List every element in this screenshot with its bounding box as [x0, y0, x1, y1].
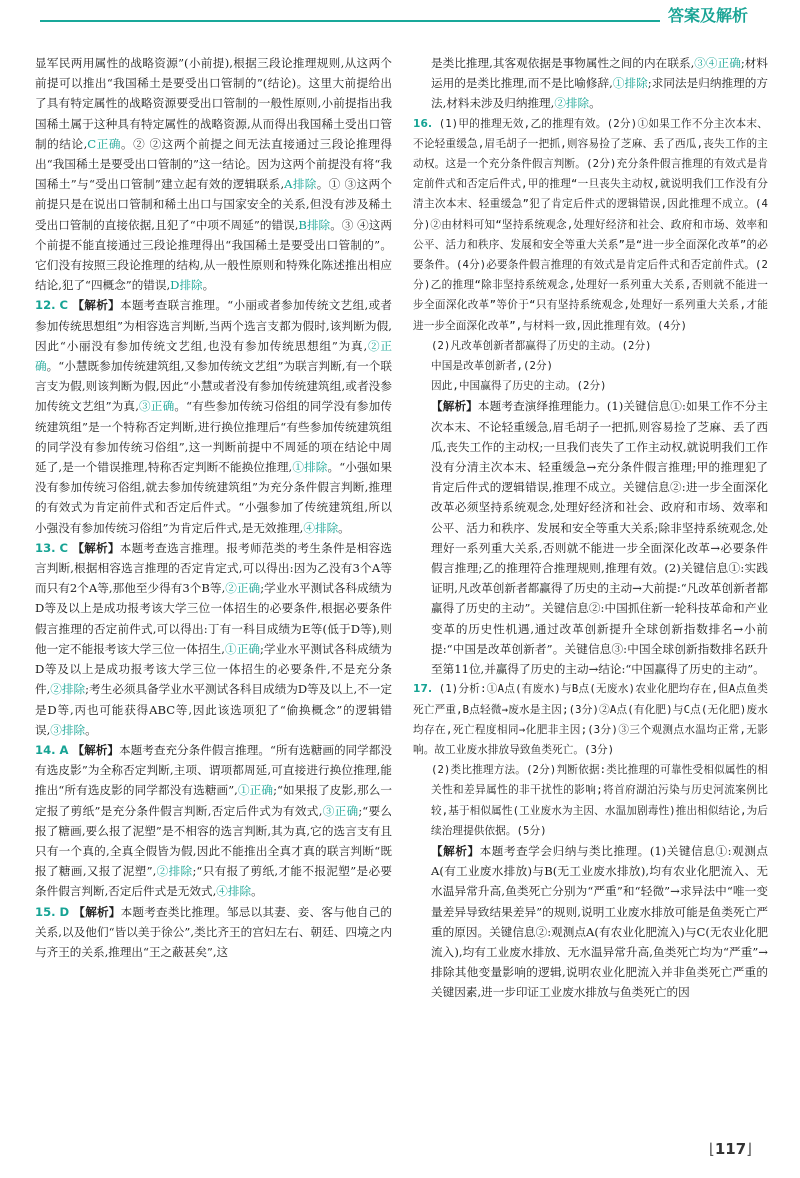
header-rule	[40, 20, 748, 22]
page-number: ⌊ 117 ⌋	[709, 1140, 752, 1158]
right-column	[413, 53, 768, 1003]
answer-letter: D	[59, 904, 70, 919]
question-12: 12. C 【解析】本题考查联言推理。“小丽或者参加传统文艺组,或者参加传统思想组”为相容选言判断,当两个选言支都为假时,该判断为假,因此“小丽没有参加传统文艺组,也没有参加传统思想组”为真,②正确。“小慧既参加传统建筑组,又参加传统文艺组”为联言判断,有一个联言支为假,则该判断为假,因此“小慧或者没有参加传统建筑组,或者没参加传统文艺组”为真,③正确。“有些参加传统习俗组的同学没有参加传统建筑组”是一个特称否定判断,进行换位推理后“有些参加传统建筑组的同学没有参加传统习俗组”,这一判断前提中不周延的项在结论中周延了,是一个错误推理,特称否定判断不能换位推理,①排除。“小强如果没有参加传统习俗组,就去参加传统建筑组”为充分条件假言判断,推理的有效式为肯定前件式和否定后件式。“小强参加了传统建筑组,所以小强没有参加传统习俗组”为肯定后件式,是无效推理,④排除。	[35, 298, 392, 535]
question-16-answer: 16. (1)甲的推理无效,乙的推理有效。(2分)①如果工作不分主次本末、不论轻重缓急,眉毛胡子一把抓,则容易捡了芝麻、丢了西瓜,丧失工作的主动权。这是一个充分条件假言判断。(2分)充分条件假言推理的有效式是肯定前件式和否定后件式,甲的推理“一旦丧失主动权,就说明我们工作没有分清主次本末、轻重缓急”犯了肯定后件式的逻辑错误,因此推理不成立。(4分)②由材料可知“坚持系统观念,处理好经济和社会、政府和市场、效率和公平、活力和秩序、发展和安全等重大关系”是“进一步全面深化改革”的必要条件。(4分)必要条件假言推理的有效式是肯定后件式和否定前件式。(2分)乙的推理“除非坚持系统观念,处理好一系列重大关系,否则就不能进一步全面深化改革”等价于“只有坚持系统观念,处理好一系列重大关系,才能进一步全面深化改革”,与材料一致,因此推理有效。(4分)	[413, 117, 768, 332]
answer-letter: C	[59, 298, 69, 313]
question-15: 15. D 【解析】本题考查类比推理。邹忌以其妻、妾、客与他自己的关系,以及他们“皆以美于徐公”,类比齐王的宫妇左右、朝廷、四境之内与齐王的关系,推理出“王之蔽甚矣”,这	[35, 904, 392, 959]
q16-part2-conclusion: 因此,中国赢得了历史的主动。(2分)	[431, 380, 607, 393]
question-number: 12.	[35, 298, 56, 313]
question-number: 17.	[413, 683, 433, 696]
q16-part2-minor: 中国是改革创新者,(2分)	[431, 360, 554, 373]
question-17-answer: 17. (1)分析:①A点(有废水)与B点(无废水)农业化肥均存在,但A点鱼类死亡严重,B点轻微→废水是主因;(3分)②A点(有化肥)与C点(无化肥)废水均存在,死亡程度相同→化肥非主因;(3分)③三个观测点水温均正常,无影响。故工业废水排放导致鱼类死亡。(3分)	[413, 683, 768, 756]
header-title: 答案及解析	[660, 3, 748, 26]
answer-letter: C	[59, 540, 69, 555]
question-number: 15.	[35, 904, 56, 919]
q16-part2-major: (2)凡改革创新者都赢得了历史的主动。(2分)	[431, 339, 652, 352]
page-header	[0, 0, 800, 34]
question-14: 14. A 【解析】本题考查充分条件假言推理。“所有选糖画的同学都没有选皮影”为全称否定判断,主项、谓项都周延,可直接进行换位推理,能推出“所有选皮影的同学都没有选糖画”,①正确;“如果报了皮影,那么一定报了剪纸”是充分条件假言判断,否定后件式为有效式,③正确;“要么报了糖画,要么报了泥塑”是不相容的选言判断,其为真,它的选言支有且只有一个真的,全真全假皆为假,因此不能推出全真才真的联言判断“既报了糖画,又报了泥塑”,②排除;“只有报了剪纸,才能不报泥塑”是必要条件假言判断,否定后件式是无效式,④排除。	[35, 742, 392, 899]
question-13: 13. C 【解析】本题考查选言推理。报考师范类的考生条件是相容选言判断,根据相容选言推理的否定肯定式,可以得出:因为乙没有3个A等而只有2个A等,那他至少得有3个B等,②正确;学业水平测试各科成绩为D等及以上是成功报考该大学三位一体招生的必要条件,根据必要条件假言推理的否定前件式,可以得出:丁有一科目成绩为E等(低于D等),则他一定不能报考该大学三位一体招生,①正确;学业水平测试各科成绩为D等及以上是成功报考该大学三位一体招生的必要条件,不是充分条件,②排除;考生必须具备学业水平测试各科目成绩为D等及以上,不一定是D等,丙也可能获得ABC等,因此该选项犯了“偷换概念”的逻辑错误,③排除。	[35, 540, 393, 737]
q15-continuation: 是类比推理,其客观依据是事物属性之间的内在联系,③④正确;材料运用的是类比推理,而不是比喻修辞,①排除;求同法是归纳推理的方法,材料未涉及归纳推理,②排除。	[431, 56, 768, 111]
left-column	[35, 53, 392, 962]
question-number: 13.	[35, 540, 56, 555]
q11-continuation: 显军民两用属性的战略资源”(小前提),根据三段论推理规则,从这两个前提可以推出“我国稀土是要受出口管制的”(结论)。这里大前提给出了具有特定属性的战略资源要受出口管制的一般性原则,小前提指出我国稀土属于这种具有特定属性的战略资源,从而得出我国稀土受出口管制的结论,C正确。② ②这两个前提之间无法直接通过三段论推理得出“我国稀土是要受出口管制的”这一结论。因为这两个前提没有将“我国稀土”与“受出口管制”建立起有效的逻辑联系,A排除。① ③这两个前提只是在说出口管制和稀土出口与国家安全的关系,但没有涉及稀土受出口管制的直接依据,且犯了“中项不周延”的错误,B排除。③ ④这两个前提不能直接通过三段论推理得出“我国稀土是要受出口管制的”。它们没有按照三段论推理的结构,从一般性原则和特殊化陈述推出相应结论,犯了“四概念”的错误,D排除。	[35, 56, 393, 293]
question-16-analysis: 【解析】本题考查演绎推理能力。(1)关键信息①:如果工作不分主次本末、不论轻重缓急,眉毛胡子一把抓,则容易捡了芝麻、丢了西瓜,丧失工作的主动权;一旦我们丧失了工作主动权,就说明我们工作没有分清主次本末、轻重缓急→充分条件假言推理;甲的推理犯了肯定后件式的逻辑错误,推理不成立。关键信息②:进一步全面深化改革必须坚持系统观念,处理好经济和社会、政府和市场、效率和公平、活力和秩序、发展和安全等重大关系;除非坚持系统观念,处理好一系列重大关系,否则就不能进一步全面深化改革→必要条件假言推理;乙的推理符合推理规则,推理有效。(2)关键信息①:实践证明,凡改革创新者都赢得了历史的主动→大前提:“凡改革创新者都赢得了历史的主动”。关键信息②:中国抓住新一轮科技革命和产业变革的历史性机遇,通过改革创新提升全球创新指数排名→小前提:“中国是改革创新者”。关键信息③:中国全球创新指数排名跃升至第11位,并赢得了历史的主动→结论:“中国赢得了历史的主动”。	[431, 399, 768, 677]
q17-part2: (2)类比推理方法。(2分)判断依据:类比推理的可靠性受相似属性的相关性和差异属性的非干扰性的影响;将首府湖泊污染与历史河流案例比较,基于相似属性(工业废水为主因、水温加剧毒性)推出相似结论,为后续治理提供依据。(5分)	[431, 764, 768, 837]
question-number: 16.	[413, 117, 433, 130]
answer-letter: A	[59, 742, 69, 757]
question-number: 14.	[35, 742, 56, 757]
question-17-analysis: 【解析】本题考查学会归纳与类比推理。(1)关键信息①:观测点A(有工业废水排放)与B(无工业废水排放),均有农业化肥流入、无水温异常升高,鱼类死亡分别为“严重”和“轻微”→求异法中“唯一变量差异导致结果差异”的规则,说明工业废水排放可能是鱼类死亡严重的原因。关键信息②:观测点A(有农业化肥流入)与C(无农业化肥流入),均有工业废水排放、无水温异常升高,鱼类死亡均为“严重”→排除其他变量影响的逻辑,说明农业化肥流入并非鱼类死亡严重的关键因素,进一步印证工业废水排放与鱼类死亡的因	[431, 843, 768, 1000]
